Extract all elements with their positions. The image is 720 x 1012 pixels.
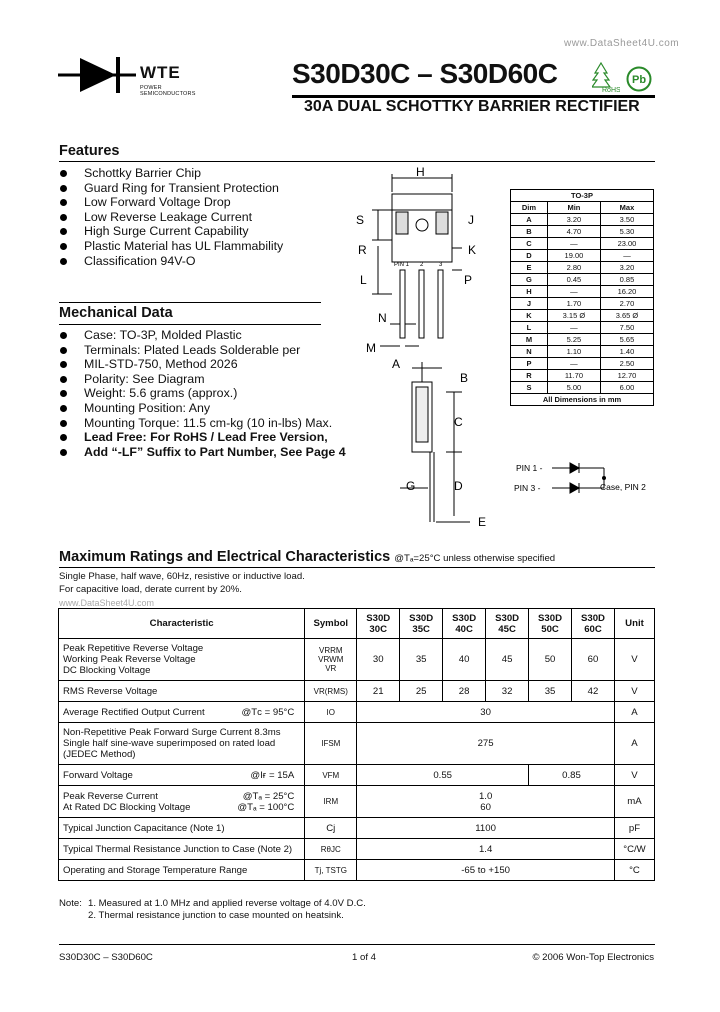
char-cell [59,765,305,786]
dim-cell: M [511,334,548,346]
symbol-text: VFM [305,765,357,786]
note-1: 1. Measured at 1.0 MHz and applied reverse voltage of 4.0V D.C. [88,898,366,909]
value-cell: 40 [443,639,486,681]
table-row [59,639,655,681]
char-text: Working Peak Reverse Voltage [63,654,196,665]
dim-cell: 5.65 [600,334,653,346]
mechanical-item: Polarity: See Diagram [58,372,358,387]
value-cell: -65 to +150 [357,860,615,881]
col-part [400,609,443,639]
mechanical-item: Terminals: Plated Leads Solderable per [58,343,358,358]
char-text: Peak Repetitive Reverse Voltage [63,643,204,654]
symbol-text: IRM [305,786,357,818]
dim-cell: 2.80 [547,262,600,274]
condition-text: @Tₐ = 100°C [237,801,295,813]
features-list [58,166,358,268]
dim-cell: 3.20 [600,262,653,274]
char-text: (JEDEC Method) [63,749,136,760]
char-text: Forward Voltage [63,769,133,781]
ratings-condition: @Tₐ=25°C unless otherwise specified [394,553,556,564]
value-cell: 35 [400,639,443,681]
mechanical-item: Mounting Torque: 11.5 cm-kg (10 in-lbs) Max. [58,416,358,431]
dim-cell: 2.50 [600,358,653,370]
pin3-label: 3 [439,262,443,268]
table-row [59,681,655,702]
dim-label-d: D [454,479,463,493]
feature-item: Low Reverse Leakage Current [58,210,358,225]
unit-cell: A [614,723,654,765]
table-row [59,839,655,860]
col-part [572,609,615,639]
package-drawing [350,162,510,532]
value-cell: 28 [443,681,486,702]
feature-item: Low Forward Voltage Drop [58,195,358,210]
col-part [357,609,400,639]
part-line: 50C [541,623,559,635]
table-row [59,860,655,881]
value-cell: 35 [529,681,572,702]
dim-table-footer: All Dimensions in mm [511,394,654,406]
condition-text: @Tₐ = 25°C [242,790,295,802]
watermark-2: www.DataSheet4U.com [59,598,155,608]
part-line: 60C [584,623,602,635]
dim-cell: — [547,358,600,370]
symbol-text: VRRM [318,646,343,655]
dimension-table [510,189,654,406]
notes-label: Note: [59,898,82,909]
dim-cell: 3.65 Ø [600,310,653,322]
char-text: Peak Reverse Current [63,790,158,802]
dim-cell: 5.25 [547,334,600,346]
page-subtitle: 30A DUAL SCHOTTKY BARRIER RECTIFIER [304,98,640,115]
part-line: S30D [580,612,605,624]
dim-cell: 16.20 [600,286,653,298]
dim-cell: — [547,238,600,250]
condition-text: @Iғ = 15A [250,769,295,781]
table-row [59,818,655,839]
features-heading: Features [59,143,120,159]
dim-cell: 0.85 [600,274,653,286]
pin1-label: PIN 1 [394,262,410,268]
value-cell: 42 [572,681,615,702]
dim-cell: 7.50 [600,322,653,334]
dim-label-r: R [358,243,367,257]
table-row [59,786,655,818]
symbol-text: VR(RMS) [305,681,357,702]
ratings-rule [59,567,655,568]
dim-label-c: C [454,415,463,429]
symbol-text: RθJC [305,839,357,860]
condition-text: @Tᴄ = 95°C [241,706,295,718]
ratings-heading [59,549,555,565]
dim-label-g: G [406,479,416,493]
char-text: RMS Reverse Voltage [59,681,305,702]
dim-cell: R [511,370,548,382]
dim-cell: 1.70 [547,298,600,310]
char-text: Typical Thermal Resistance Junction to Case (Note 2) [59,839,305,860]
dim-cell: 19.00 [547,250,600,262]
schematic-pin1: PIN 1 - [516,463,543,473]
unit-cell: A [614,702,654,723]
value-cell: 21 [357,681,400,702]
dim-cell: 2.70 [600,298,653,310]
dim-cell: 4.70 [547,226,600,238]
char-cell [59,702,305,723]
mechanical-item: Mounting Position: Any [58,401,358,416]
dim-cell: K [511,310,548,322]
rohs-label: RoHS [602,87,620,92]
unit-cell: V [614,681,654,702]
part-line: S30D [452,612,477,624]
mechanical-heading: Mechanical Data [59,305,173,321]
value-cell: 60 [572,639,615,681]
dim-cell: A [511,214,548,226]
col-part [529,609,572,639]
value-cell: 1.0 [478,790,493,802]
value-cell: 30 [357,639,400,681]
char-text: Average Rectified Output Current [63,706,205,718]
dim-cell: 6.00 [600,382,653,394]
ratings-header-row [59,609,655,639]
dim-cell: 11.70 [547,370,600,382]
symbol-text: Tj, TSTG [305,860,357,881]
dim-col-header: Max [600,202,653,214]
value-cell: 25 [400,681,443,702]
diode-logo-icon [58,54,138,96]
value-cell: 1100 [357,818,615,839]
char-text: DC Blocking Voltage [63,665,151,676]
mechanical-item-continuation: MIL-STD-750, Method 2026 [58,357,358,372]
dim-cell: E [511,262,548,274]
dim-cell: D [511,250,548,262]
dim-cell: 0.45 [547,274,600,286]
company-logo [58,54,218,96]
unit-cell: pF [614,818,654,839]
ratings-note-1: Single Phase, half wave, 60Hz, resistive or inductive load. [59,571,305,582]
pinout-schematic [512,458,662,498]
schematic-case: Case, PIN 2 [600,482,646,492]
value-cell: 1.4 [357,839,615,860]
dim-cell: 3.15 Ø [547,310,600,322]
logo-brand: WTE [140,63,181,82]
dim-label-s: S [356,213,365,227]
dim-col-header: Min [547,202,600,214]
dim-label-l: L [360,273,367,287]
dim-cell: 5.30 [600,226,653,238]
dim-label-a: A [392,357,401,371]
value-cell: 60 [480,801,491,813]
dim-cell: H [511,286,548,298]
dim-cell: 1.40 [600,346,653,358]
footer-page-number: 1 of 4 [352,952,377,963]
table-row [59,765,655,786]
mechanical-list [58,328,358,459]
feature-item: Guard Ring for Transient Protection [58,181,358,196]
dim-label-p: P [464,273,473,287]
value-cell: 30 [357,702,615,723]
unit-cell: °C/W [614,839,654,860]
pin2-label: 2 [420,262,424,268]
dim-label-j: J [468,213,474,227]
dim-cell: 23.00 [600,238,653,250]
value-cell: 50 [529,639,572,681]
symbol-text: IFSM [305,723,357,765]
mechanical-item: Case: TO-3P, Molded Plastic [58,328,358,343]
schematic-pin3: PIN 3 - [514,483,541,493]
dim-label-h: H [416,165,425,179]
dim-col-header: Dim [511,202,548,214]
feature-item: Plastic Material has UL Flammability [58,239,358,254]
symbol-text: VR [325,664,337,673]
ratings-note-2: For capacitive load, derate current by 20%. [59,584,242,595]
dim-label-e: E [478,515,487,529]
col-part [486,609,529,639]
part-line: 40C [455,623,473,635]
dim-cell: — [547,286,600,298]
char-text: Single half sine-wave superimposed on rated load [63,738,276,749]
feature-item-continuation: Classification 94V-O [58,254,358,269]
mechanical-rule [59,324,321,325]
rohs-icon [592,62,620,92]
ratings-title: Maximum Ratings and Electrical Characteristics [59,549,391,565]
unit-cell: °C [614,860,654,881]
symbol-text: VRWM [318,655,344,664]
pb-label: Pb [632,74,647,86]
dim-label-n: N [378,311,387,325]
table-row [59,723,655,765]
dim-cell: L [511,322,548,334]
dim-table-title: TO-3P [511,190,654,202]
feature-item: High Surge Current Capability [58,224,358,239]
value-cell: 32 [486,681,529,702]
dim-cell: — [547,322,600,334]
char-text: Typical Junction Capacitance (Note 1) [59,818,305,839]
dim-cell: 1.10 [547,346,600,358]
unit-cell: V [614,639,654,681]
symbol-text: Cj [305,818,357,839]
value-cell: 0.55 [357,765,529,786]
col-unit: Unit [614,609,654,639]
dim-cell: J [511,298,548,310]
dim-label-m: M [366,341,376,355]
char-cell [59,786,305,818]
dim-cell: 3.50 [600,214,653,226]
footer-copyright: © 2006 Won-Top Electronics [532,952,654,963]
mechanical-item: Weight: 5.6 grams (approx.) [58,386,358,401]
part-line: 35C [412,623,430,635]
dim-cell: C [511,238,548,250]
dim-cell: N [511,346,548,358]
col-part [443,609,486,639]
value-cell: 0.85 [529,765,615,786]
dim-cell: 3.20 [547,214,600,226]
dim-cell: — [600,250,653,262]
part-line: S30D [495,612,520,624]
feature-item: Schottky Barrier Chip [58,166,358,181]
char-text: Non-Repetitive Peak Forward Surge Current 8.3ms [63,727,281,738]
part-line: S30D [409,612,434,624]
col-symbol: Symbol [305,609,357,639]
mechanical-item-continuation: Add “-LF” Suffix to Part Number, See Page 4 [58,445,358,460]
dim-cell: 5.00 [547,382,600,394]
footer-part-range: S30D30C – S30D60C [59,952,153,963]
mechanical-item: Lead Free: For RoHS / Lead Free Version, [58,430,358,445]
lead-free-icon [626,66,652,92]
unit-cell: V [614,765,654,786]
table-row [59,702,655,723]
part-line: 30C [369,623,388,635]
part-line: 45C [498,623,516,635]
value-cell: 45 [486,639,529,681]
dim-label-b: B [460,371,469,385]
mechanical-top-rule [59,302,321,303]
value-cell: 275 [357,723,615,765]
footer-rule [59,944,655,945]
note-2: 2. Thermal resistance junction to case mounted on heatsink. [88,910,344,921]
logo-tagline: POWER SEMICONDUCTORS [140,85,196,97]
page-title: S30D30C – S30D60C [292,58,558,89]
dim-cell: B [511,226,548,238]
symbol-text: IO [305,702,357,723]
ratings-table [58,608,655,881]
dim-cell: G [511,274,548,286]
part-line: S30D [366,612,391,624]
char-text: Operating and Storage Temperature Range [59,860,305,881]
watermark: www.DataSheet4U.com [564,38,680,49]
col-characteristic: Characteristic [59,609,305,639]
dim-cell: P [511,358,548,370]
part-line: S30D [538,612,563,624]
dim-cell: 12.70 [600,370,653,382]
dim-cell: S [511,382,548,394]
unit-cell: mA [614,786,654,818]
char-text: At Rated DC Blocking Voltage [63,801,191,813]
dim-label-k: K [468,243,477,257]
